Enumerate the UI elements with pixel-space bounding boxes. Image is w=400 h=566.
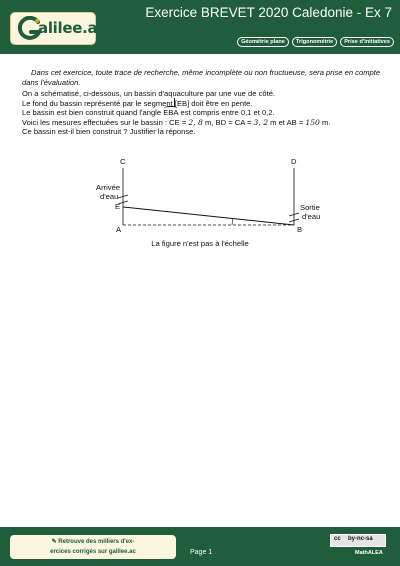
statement-line-5: Ce bassin est-il bien construit ? Justifier la réponse. [22, 127, 196, 137]
exercise-statement [22, 89, 390, 137]
label-b: B [297, 225, 303, 234]
label-e: E [115, 202, 121, 211]
label-c: C [120, 157, 126, 166]
value-bd: 3, 2 [253, 117, 269, 127]
basin-figure [0, 150, 400, 280]
promo-line-2: ercices corrigés sur galilee.ac [50, 549, 136, 555]
label-d: D [291, 157, 297, 166]
statement-line-1: On a schématisé, ci-dessous, un bassin d'aquaculture par une vue de côté. [22, 89, 276, 98]
segment-eb: [EB] [174, 98, 190, 108]
mathalea-label: MathALEA [355, 550, 383, 556]
statement-text: Le fond du bassin représenté par le segment [22, 98, 175, 108]
value-ab: 150 [305, 117, 320, 127]
statement-text: m, BD = CA = [202, 117, 254, 127]
tag-geometrie-plane[interactable]: Géométrie plane [237, 37, 289, 47]
statement-line-2 [22, 99, 390, 109]
tag-trigonometrie[interactable]: Trigonométrie [292, 37, 337, 47]
page-footer [0, 527, 400, 566]
statement-line-4 [22, 118, 390, 128]
statement-text: Le bassin est bien construit quand l'angle [22, 108, 164, 118]
value-ce: 2, 8 [188, 117, 203, 127]
label-sortie-1: Sortie [300, 203, 320, 212]
statement-text: est compris entre 0,1 et 0,2. [178, 108, 275, 118]
bottom-eb [123, 207, 294, 225]
angle-mark [232, 219, 233, 226]
basin-diagram [0, 150, 400, 280]
page-header [0, 0, 400, 54]
tag-prise-initiatives[interactable]: Prise d'initiatives [340, 37, 394, 47]
statement-text: m. [319, 117, 331, 127]
label-arrivee-1: Arrivée [96, 183, 121, 192]
tag-list [237, 37, 394, 47]
statement-text: Voici les mesures effectuées sur le bassin : CE = [22, 117, 189, 127]
angle-eba: EBA [163, 108, 179, 118]
page-number: Page 1 [190, 549, 213, 556]
exercise-title: Exercice BREVET 2020 Caledonie - Ex 7 [145, 5, 392, 20]
promo-line-1: ✎ Retrouve des milliers d'ex- [51, 539, 135, 545]
galilee-logo[interactable] [10, 12, 106, 45]
promo-banner[interactable] [10, 535, 176, 559]
label-arrivee-2: d'eau [100, 192, 119, 201]
figure-caption: La figure n'est pas à l'échelle [151, 239, 249, 248]
label-sortie-2: d'eau [302, 212, 321, 221]
license-badge[interactable] [330, 534, 386, 547]
license-text: by-nc-sa [348, 536, 373, 542]
cc-logo-icon: cc [334, 536, 341, 542]
statement-text: doit être en pente. [189, 98, 253, 108]
statement-text: m et AB = [268, 117, 306, 127]
logo-text: alilee.ac [38, 19, 106, 37]
statement-line-3 [22, 108, 390, 118]
exercise-intro: Dans cet exercice, toute trace de recherche, même incomplète ou non fructueuse, sera prise en compte dans l'évaluation. [22, 68, 381, 87]
label-a: A [116, 225, 122, 234]
